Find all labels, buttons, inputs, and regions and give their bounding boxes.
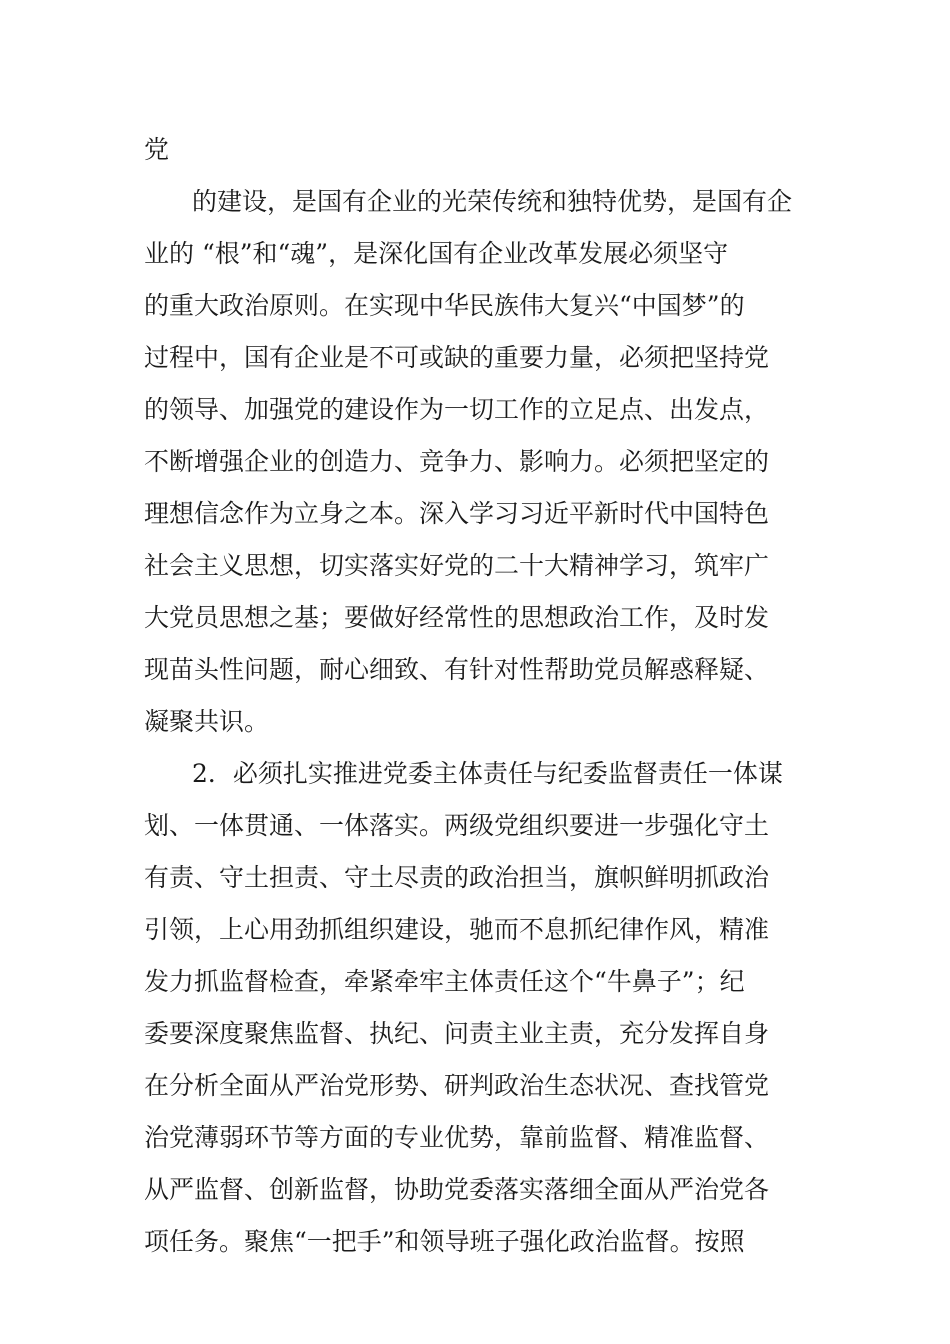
text-line: 治党薄弱环节等方面的专业优势，靠前监督、精准监督、: [144, 1123, 770, 1152]
text-line: 发力抓监督检查，牵紧牵牢主体责任这个“牛鼻子”；纪: [144, 967, 745, 996]
text-line: 业的 “根”和“魂”，是深化国有企业改革发展必须坚守: [144, 239, 729, 268]
text-line: 从严监督、创新监督，协助党委落实落细全面从严治党各: [144, 1175, 770, 1204]
text-line: 有责、守土担责、守土尽责的政治担当，旗帜鲜明抓政治: [144, 863, 770, 892]
paragraph-first-line: 2．必须扎实推进党委主体责任与纪委监督责任一体谋: [192, 759, 783, 788]
text-line: 项任务。聚焦“一把手”和领导班子强化政治监督。按照: [144, 1227, 745, 1256]
text-line: 现苗头性问题，耐心细致、有针对性帮助党员解惑释疑、: [144, 655, 770, 684]
text-line: 大党员思想之基；要做好经常性的思想政治工作，及时发: [144, 603, 770, 632]
text-line: 在分析全面从严治党形势、研判政治生态状况、查找管党: [144, 1071, 770, 1100]
text-line: 社会主义思想，切实落实好党的二十大精神学习，筑牢广: [144, 551, 770, 580]
text-line: 委要深度聚焦监督、执纪、问责主业主责，充分发挥自身: [144, 1019, 770, 1048]
text-line: 凝聚共识。: [144, 707, 270, 736]
text-line: 过程中，国有企业是不可或缺的重要力量，必须把坚持党: [144, 343, 770, 372]
text-line: 划、一体贯通、一体落实。两级党组织要进一步强化守土: [144, 811, 770, 840]
text-line: 理想信念作为立身之本。深入学习习近平新时代中国特色: [144, 499, 770, 528]
text-line: 引领，上心用劲抓组织建设，驰而不息抓纪律作风，精准: [144, 915, 770, 944]
paragraph-first-line: 的建设，是国有企业的光荣传统和独特优势，是国有企: [192, 187, 793, 216]
text-line: 不断增强企业的创造力、竞争力、影响力。必须把坚定的: [144, 447, 770, 476]
text-line: 的重大政治原则。在实现中华民族伟大复兴“中国梦”的: [144, 291, 745, 320]
text-line: 党: [144, 135, 170, 164]
text-line: 的领导、加强党的建设作为一切工作的立足点、出发点，: [144, 395, 770, 424]
